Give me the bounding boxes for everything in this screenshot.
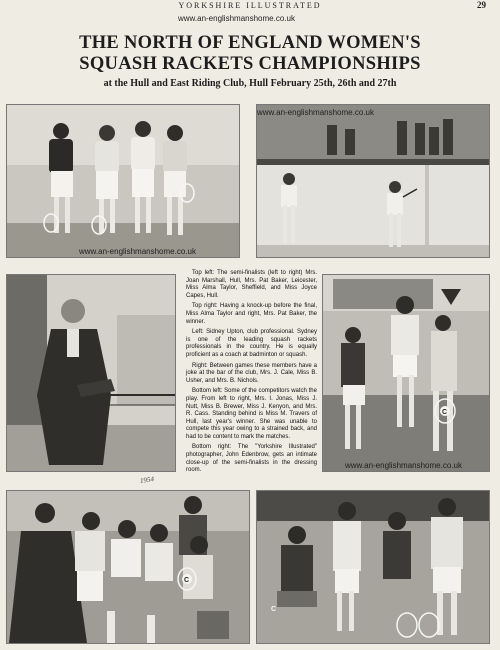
photo-dressing-room (256, 490, 490, 644)
watermark-top[interactable]: www.an-englishmanshome.co.uk (178, 14, 295, 23)
photo-mark-c-competitors: C (184, 577, 190, 584)
photo-club-bar (322, 274, 490, 472)
article-subtitle: at the Hull and East Riding Club, Hull February 25th, 26th and 27th (103, 78, 397, 89)
caption-bottom-left: Bottom left: Some of the competitors watch the play. From left to right, Mrs. I. Jonas, Miss J. Nutt, Miss B. Brewer, Miss J. Kenyon, and Mrs. R. Cass. Standing behind is Miss M. Travers of Hull, last year's winner. She was unable to compete this year owing to a strained back, and had to be content to mark the matches. (186, 388, 317, 440)
caption-right: Right: Between games these members have a joke at the bar of the club, Mrs. J. Cale, Miss B. Usher, and Mrs. B. Nichols. (186, 362, 317, 384)
photo-knock-up (256, 104, 490, 258)
photo-sidney-upton (6, 274, 176, 472)
watermark-photo-1[interactable]: www.an-englishmanshome.co.uk (79, 247, 196, 256)
caption-top-right: Top right: Having a knock-up before the final, Miss Alma Taylor and right, Mrs. Pat Baker, the winner. (186, 303, 317, 325)
caption-left: Left: Sidney Upton, club professional. Sydney is one of the leading squash rackets professionals in the country. He is equally proficient as a coach at badminton or squash. (186, 329, 317, 358)
photo-competitors-watching (6, 490, 250, 644)
page-number: 29 (477, 0, 486, 10)
photo-knock-up-image (257, 105, 489, 257)
photo-sidney-upton-image (7, 275, 175, 471)
handwritten-note: 1954 (139, 475, 155, 485)
photo-competitors-watching-image (7, 491, 249, 643)
running-head: YORKSHIRE ILLUSTRATED (178, 1, 322, 10)
photo-mark-c-bar: C (442, 409, 448, 416)
photo-club-bar-image (323, 275, 489, 471)
watermark-photo-4[interactable]: www.an-englishmanshome.co.uk (345, 461, 462, 470)
photo-mark-c-dressing: C (271, 606, 277, 613)
caption-column (186, 270, 317, 478)
photo-dressing-room-image (257, 491, 489, 643)
title-line-1: THE NORTH OF ENGLAND WOMEN'S (79, 33, 421, 53)
caption-top-left: Top left: The semi-finalists (left to right) Mrs. Joan Marshall, Hull, Mrs. Pat Baker, Leicester, Miss Alma Taylor, Sheffield, and Miss Joyce Capes, Hull. (186, 270, 317, 299)
photo-semi-finalists-image (7, 105, 239, 257)
title-line-2: SQUASH RACKETS CHAMPIONSHIPS (79, 54, 421, 74)
watermark-photo-2[interactable]: www.an-englishmanshome.co.uk (257, 108, 374, 117)
article-title (0, 33, 500, 75)
caption-bottom-right: Bottom right: The "Yorkshire Illustrated" photographer, John Edenbrow, gets an intimate close-up of the semi-finalists in the dressing room. (186, 444, 317, 474)
photo-semi-finalists (6, 104, 240, 258)
